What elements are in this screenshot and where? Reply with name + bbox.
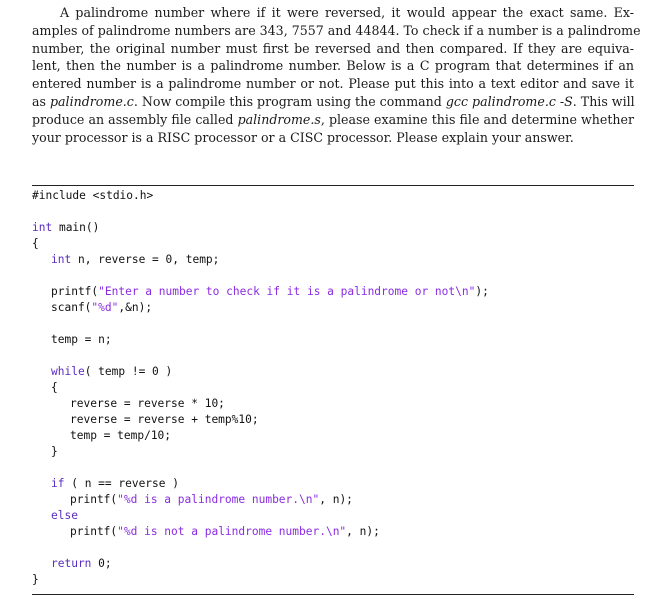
code-top-rule bbox=[32, 185, 634, 186]
code-text: , n); bbox=[319, 493, 353, 506]
code-bottom-rule bbox=[32, 594, 634, 595]
code-line bbox=[51, 476, 179, 492]
code-line: } bbox=[32, 573, 39, 586]
code-line bbox=[51, 300, 152, 316]
code-line bbox=[32, 220, 99, 236]
code-line bbox=[51, 508, 78, 524]
code-text: main() bbox=[52, 221, 100, 234]
line-text: produce an assembly file called bbox=[32, 111, 238, 127]
paragraph-line bbox=[32, 93, 634, 111]
code-keyword: return bbox=[51, 557, 92, 570]
paragraph-line: your processor is a RISC processor or a CISC processor. Please explain your answer. bbox=[32, 129, 574, 145]
paragraph-line: lent, then the number is a palindrome number. Below is a C program that determines if an bbox=[32, 58, 634, 74]
paragraph-line: number, the original number must first be reversed and then compared. If they are equiva- bbox=[32, 40, 634, 56]
code-line: } bbox=[51, 445, 58, 458]
problem-paragraph bbox=[32, 4, 641, 146]
code-line: temp = n; bbox=[51, 333, 112, 346]
paragraph-line bbox=[32, 111, 634, 129]
code-line: reverse = reverse + temp%10; bbox=[70, 413, 259, 426]
code-line: reverse = reverse * 10; bbox=[70, 397, 225, 410]
code-function: printf( bbox=[51, 285, 99, 298]
code-string: "%d is a palindrome number.\n" bbox=[117, 493, 320, 506]
code-text: n, reverse = 0, temp; bbox=[71, 253, 220, 266]
code-line: { bbox=[51, 381, 58, 394]
code-text: ( temp != 0 ) bbox=[84, 365, 173, 378]
line-text: . This will bbox=[572, 93, 635, 109]
code-text: ); bbox=[475, 285, 489, 298]
code-text: 0; bbox=[91, 557, 112, 570]
code-line bbox=[51, 364, 172, 380]
code-line bbox=[51, 556, 112, 572]
paragraph-line: amples of palindrome numbers are 343, 7557 and 44844. To check if a number is a palindrome bbox=[32, 22, 641, 38]
code-string: "Enter a number to check if it is a palindrome or not\n" bbox=[98, 285, 476, 298]
filename-s: palindrome.s bbox=[237, 111, 321, 127]
paragraph-line: entered number is a palindrome number or not. Please put this into a text editor and save it bbox=[32, 76, 634, 92]
code-text: , n); bbox=[346, 525, 380, 538]
code-function: scanf( bbox=[51, 301, 92, 314]
code-keyword: if bbox=[51, 477, 65, 490]
code-text: ,&n); bbox=[118, 301, 153, 314]
code-string: "%d" bbox=[91, 301, 119, 314]
code-line: temp = temp/10; bbox=[70, 429, 172, 442]
compile-command: gcc palindrome.c -S bbox=[445, 93, 573, 109]
line-text: , please examine this file and determine whether bbox=[320, 111, 634, 127]
code-line bbox=[51, 284, 489, 300]
line-text: as bbox=[32, 93, 50, 109]
code-text: ( n == reverse ) bbox=[64, 477, 179, 490]
code-line bbox=[70, 524, 380, 540]
code-line bbox=[51, 252, 219, 268]
code-keyword: int bbox=[32, 221, 53, 234]
code-keyword: else bbox=[51, 509, 78, 522]
code-keyword: int bbox=[51, 253, 72, 266]
code-function: printf( bbox=[70, 525, 118, 538]
filename-c: palindrome.c bbox=[49, 93, 134, 109]
code-keyword: while bbox=[51, 365, 85, 378]
code-string: "%d is not a palindrome number.\n" bbox=[117, 525, 347, 538]
code-line bbox=[70, 492, 353, 508]
paragraph-line: A palindrome number where if it were reversed, it would appear the exact same. Ex- bbox=[60, 5, 634, 20]
code-function: printf( bbox=[70, 493, 118, 506]
code-line: { bbox=[32, 237, 39, 250]
code-line: #include <stdio.h> bbox=[32, 189, 154, 202]
line-text: . Now compile this program using the command bbox=[133, 93, 446, 109]
